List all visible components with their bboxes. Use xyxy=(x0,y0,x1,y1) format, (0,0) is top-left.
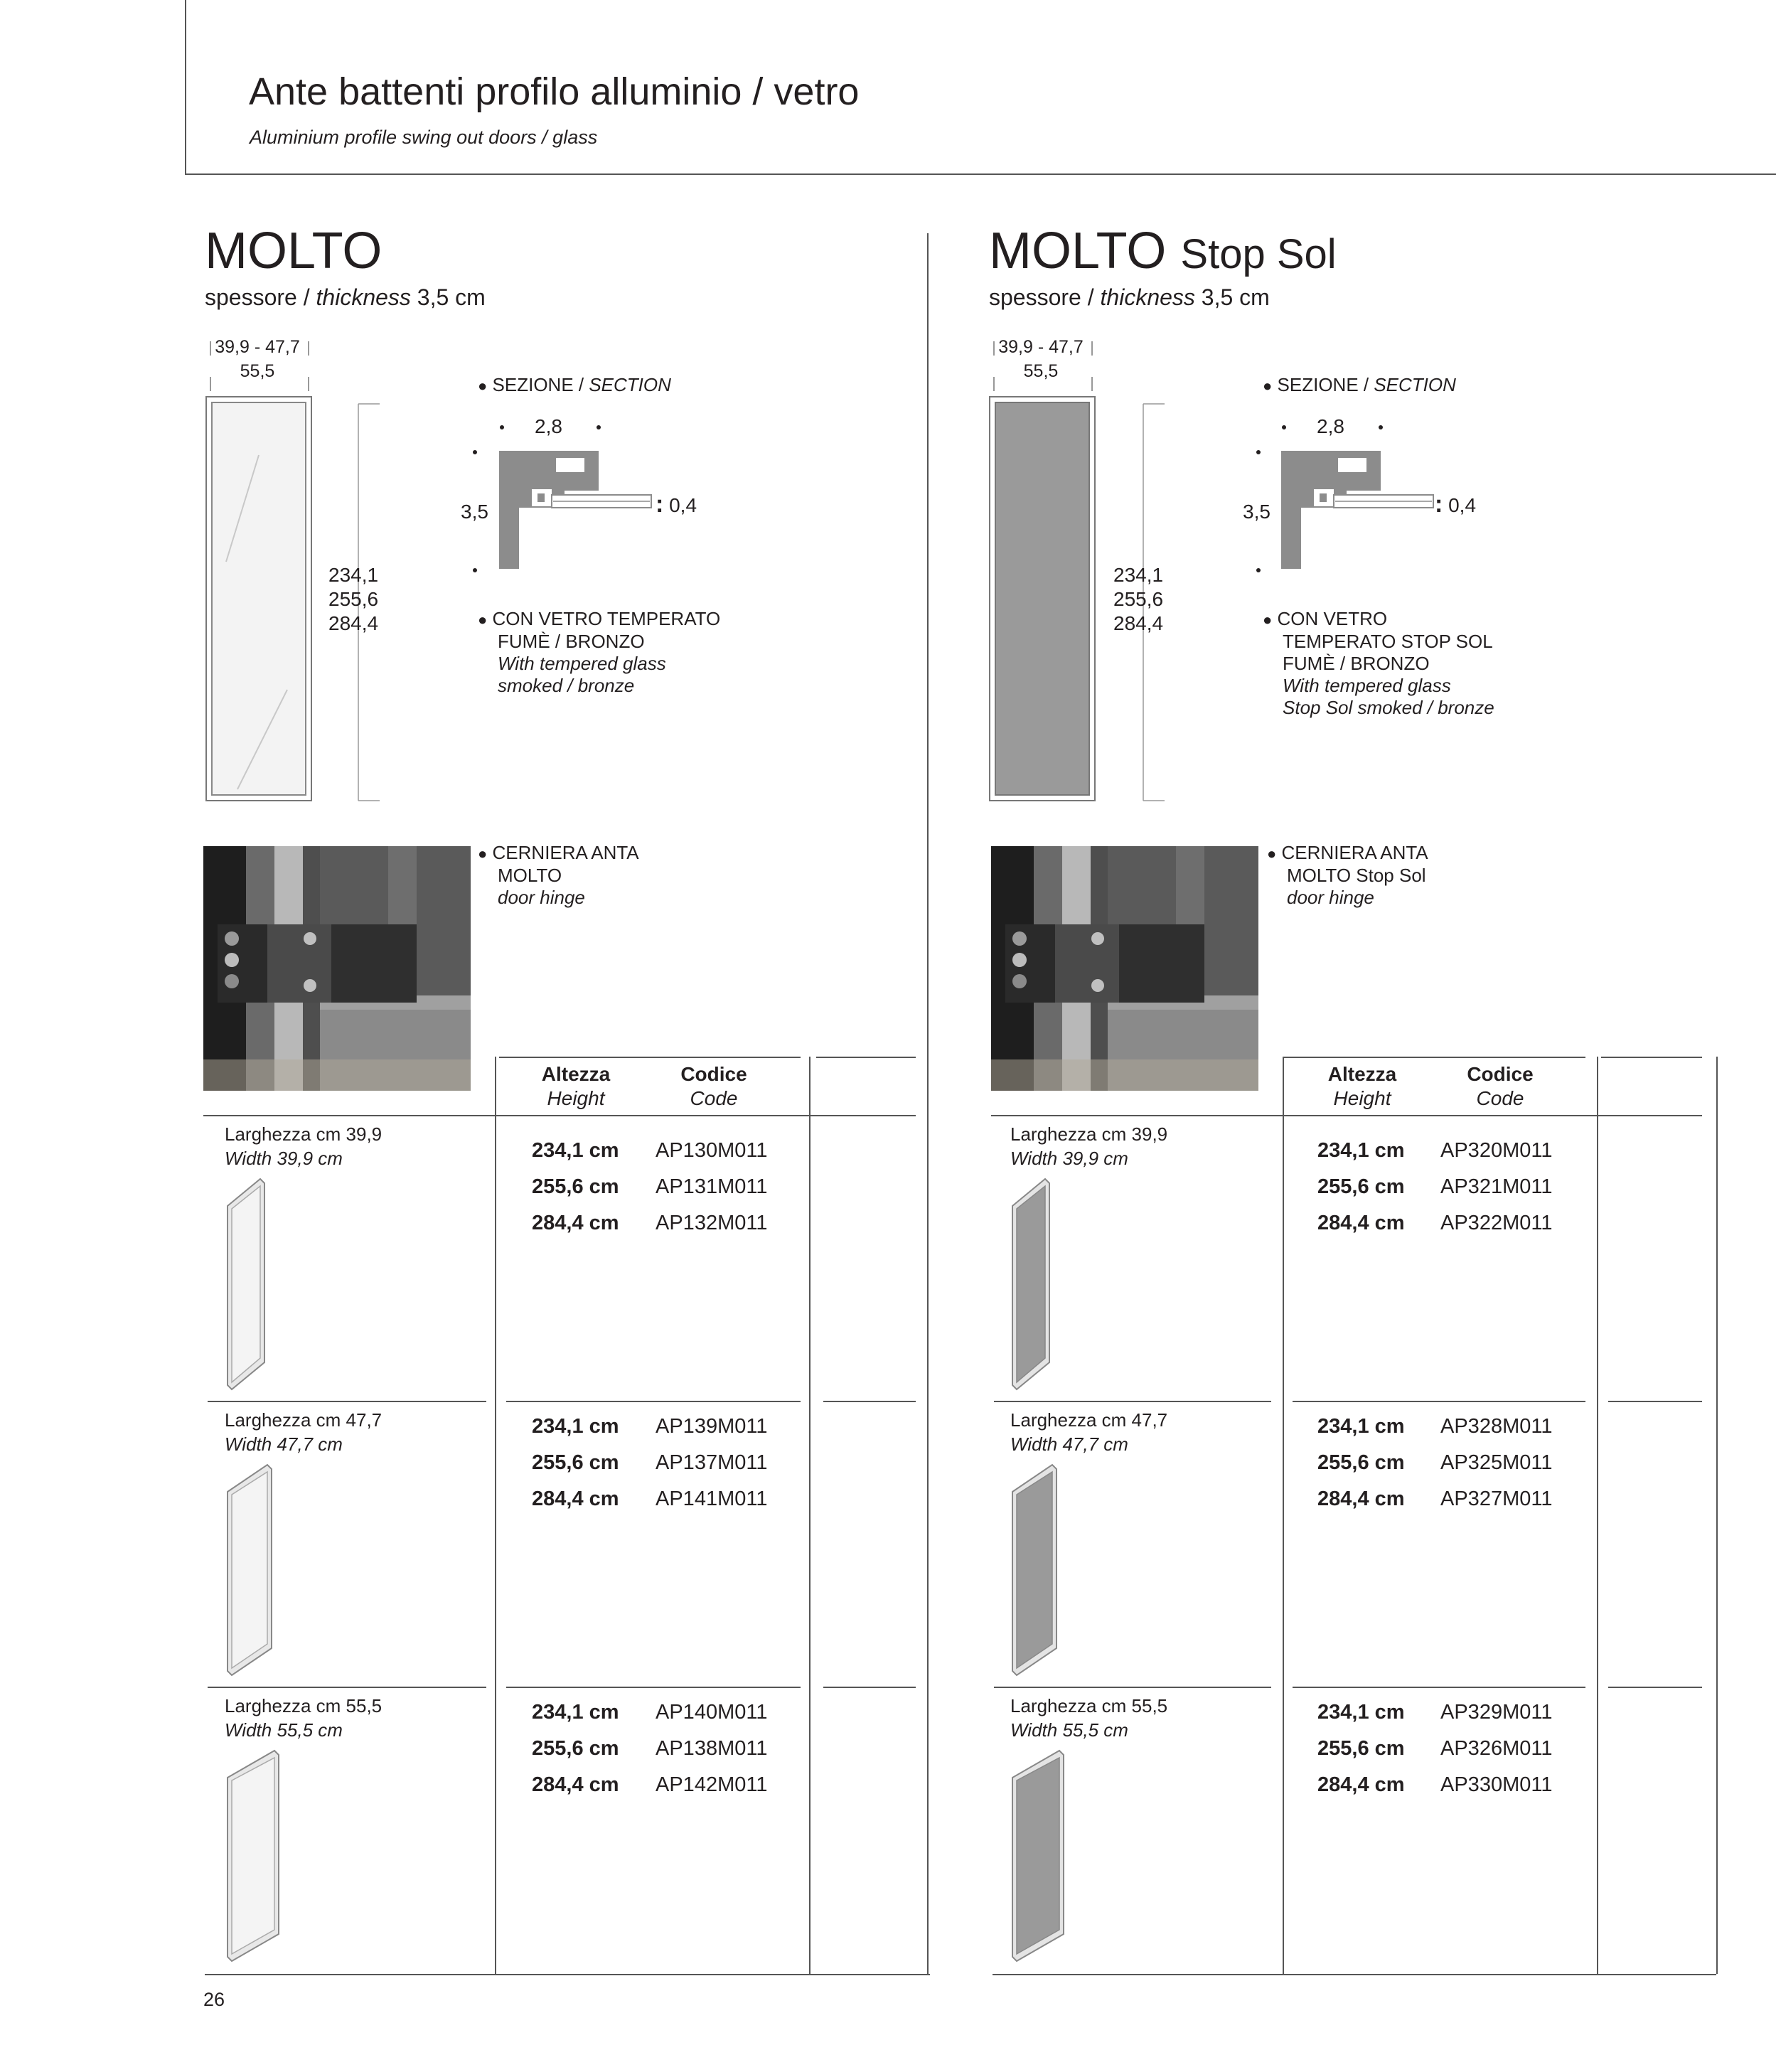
model-name xyxy=(989,222,1337,280)
product-code: AP130M011 xyxy=(656,1139,768,1162)
height-value: 234,1 cm xyxy=(532,1415,619,1438)
table-column-rule xyxy=(1597,1057,1598,1974)
height-value: 234,1 cm xyxy=(1317,1139,1405,1162)
section-label: SEZIONE / xyxy=(492,374,589,395)
glass-line: TEMPERATO STOP SOL xyxy=(1283,631,1493,652)
door-hinge-photo xyxy=(203,846,471,1091)
glass-line: FUMÈ / BRONZO xyxy=(498,631,645,652)
table-column-rule xyxy=(1283,1057,1284,1974)
group-label: Larghezza cm 55,5 xyxy=(1010,1695,1168,1716)
group-rule xyxy=(994,1687,1271,1688)
hinge-line: CERNIERA ANTA xyxy=(492,842,639,863)
hinge-caption xyxy=(478,842,639,909)
hinge-line-en: door hinge xyxy=(1287,887,1374,908)
table-top-rule xyxy=(1284,1057,1585,1058)
section-height-dim: 3,5 xyxy=(461,501,488,523)
section-glass-dim: : 0,4 xyxy=(656,491,697,518)
door-thumbnail xyxy=(225,1749,282,1962)
group-label-en: Width 39,9 cm xyxy=(1010,1148,1128,1169)
glass-line: CON VETRO TEMPERATO xyxy=(492,608,721,629)
group-label-en: Width 55,5 cm xyxy=(1010,1719,1128,1741)
door-thumbnail xyxy=(225,1177,267,1391)
thickness-label: spessore / xyxy=(205,284,316,310)
height-value: 255,6 cm xyxy=(532,1451,619,1474)
product-code: AP322M011 xyxy=(1440,1212,1553,1234)
height-value: 284,4 cm xyxy=(532,1212,619,1234)
thickness-value: 3,5 cm xyxy=(1194,284,1270,310)
header-frame-left-rule xyxy=(185,0,186,175)
group-rule xyxy=(506,1687,801,1688)
header-label-en: Height xyxy=(547,1087,605,1109)
height-value: 284,4 cm xyxy=(1317,1488,1405,1510)
product-code: AP139M011 xyxy=(656,1415,768,1438)
glass-line-en: smoked / bronze xyxy=(498,675,635,696)
group-rule xyxy=(994,1401,1271,1402)
bullet-icon: ● xyxy=(1263,377,1273,395)
table-top-rule xyxy=(816,1057,916,1058)
product-code: AP142M011 xyxy=(656,1773,768,1796)
height-value: 234,1 cm xyxy=(532,1701,619,1724)
height-value: 284,4 cm xyxy=(532,1488,619,1510)
glass-line-en: With tempered glass xyxy=(498,653,666,674)
product-code: AP132M011 xyxy=(656,1212,768,1234)
product-code: AP140M011 xyxy=(656,1701,768,1724)
height-value: 284,4 cm xyxy=(1317,1212,1405,1234)
height-option: 234,1 xyxy=(328,564,379,586)
thickness-value: 3,5 cm xyxy=(410,284,486,310)
model-name: MOLTO xyxy=(205,223,383,279)
thickness-spec xyxy=(205,284,486,311)
section-glass-value: 0,4 xyxy=(669,494,697,516)
product-code: AP131M011 xyxy=(656,1175,768,1198)
bullet-icon: ● xyxy=(478,845,488,863)
glass-caption xyxy=(1263,608,1494,719)
page-title: Ante battenti profilo alluminio / vetro xyxy=(249,70,860,113)
group-rule xyxy=(208,1401,486,1402)
product-code: AP138M011 xyxy=(656,1737,768,1760)
bullet-icon: ● xyxy=(478,377,488,395)
group-rule xyxy=(506,1401,801,1402)
section-caption xyxy=(478,374,671,397)
product-code: AP328M011 xyxy=(1440,1415,1553,1438)
group-rule xyxy=(1608,1687,1702,1688)
height-value: 234,1 cm xyxy=(532,1139,619,1162)
glass-line-en: With tempered glass xyxy=(1283,675,1451,696)
width-range-label: 39,9 - 47,7 xyxy=(215,337,300,357)
glass-line-en: Stop Sol smoked / bronze xyxy=(1283,697,1494,718)
section-glass-value: 0,4 xyxy=(1448,494,1477,516)
table-top-rule xyxy=(499,1057,801,1058)
column-header-height xyxy=(505,1062,647,1111)
height-option: 234,1 xyxy=(1113,564,1164,586)
bullet-icon: ● xyxy=(1267,845,1277,863)
height-option: 255,6 xyxy=(1113,588,1164,610)
section-label-en: SECTION xyxy=(1374,374,1456,395)
product-code: AP327M011 xyxy=(1440,1488,1553,1510)
section-height-dim: 3,5 xyxy=(1243,501,1271,523)
height-value: 255,6 cm xyxy=(1317,1451,1405,1474)
table-bottom-rule xyxy=(993,1974,1716,1975)
product-code: AP330M011 xyxy=(1440,1773,1553,1796)
width-range-label: 39,9 - 47,7 xyxy=(998,337,1084,357)
bullet-icon: ● xyxy=(1263,611,1273,629)
model-name-main: MOLTO xyxy=(989,223,1167,279)
product-code: AP320M011 xyxy=(1440,1139,1553,1162)
glass-line: FUMÈ / BRONZO xyxy=(1283,653,1430,674)
thickness-label: spessore / xyxy=(989,284,1101,310)
height-value: 284,4 cm xyxy=(532,1773,619,1796)
model-name-suffix: Stop Sol xyxy=(1180,231,1337,277)
width-group-label xyxy=(225,1122,382,1170)
height-options xyxy=(328,563,378,636)
height-option: 284,4 xyxy=(1113,612,1164,634)
group-rule xyxy=(1608,1401,1702,1402)
height-value: 255,6 cm xyxy=(1317,1175,1405,1198)
door-thumbnail xyxy=(1010,1463,1059,1677)
group-label: Larghezza cm 39,9 xyxy=(225,1123,383,1145)
door-hinge-photo xyxy=(991,846,1258,1091)
header-frame-bottom-rule xyxy=(185,173,1776,175)
width-group-label xyxy=(1010,1694,1167,1742)
section-label: SEZIONE / xyxy=(1277,374,1374,395)
table-column-rule xyxy=(809,1057,811,1974)
height-options xyxy=(1113,563,1163,636)
group-label-en: Width 47,7 cm xyxy=(1010,1433,1128,1455)
section-label-en: SECTION xyxy=(589,374,671,395)
page-number: 26 xyxy=(203,1989,225,2010)
group-label: Larghezza cm 47,7 xyxy=(225,1409,383,1431)
header-label: Codice xyxy=(1467,1063,1534,1085)
width-max-label: 55,5 xyxy=(1023,361,1059,381)
door-thumbnail xyxy=(1010,1177,1052,1391)
group-rule xyxy=(823,1401,916,1402)
section-width-dim: 2,8 xyxy=(535,415,562,437)
hinge-line: CERNIERA ANTA xyxy=(1281,842,1428,863)
height-option: 255,6 xyxy=(328,588,379,610)
thickness-label-en: thickness xyxy=(1100,284,1195,310)
header-label: Altezza xyxy=(541,1063,611,1085)
glass-caption xyxy=(478,608,720,697)
column-header-code xyxy=(643,1062,785,1111)
group-label-en: Width 47,7 cm xyxy=(225,1433,343,1455)
hinge-line: MOLTO xyxy=(498,865,562,886)
glass-line: CON VETRO xyxy=(1277,608,1388,629)
column-divider xyxy=(927,233,929,1974)
table-bottom-rule xyxy=(205,1974,930,1975)
width-group-label xyxy=(1010,1408,1167,1456)
hinge-line: MOLTO Stop Sol xyxy=(1287,865,1426,886)
group-label: Larghezza cm 47,7 xyxy=(1010,1409,1168,1431)
product-code: AP326M011 xyxy=(1440,1737,1553,1760)
hinge-caption xyxy=(1267,842,1428,909)
column-header-height xyxy=(1291,1062,1433,1111)
header-label: Codice xyxy=(680,1063,747,1085)
height-value: 255,6 cm xyxy=(1317,1737,1405,1760)
group-rule xyxy=(823,1687,916,1688)
door-thumbnail xyxy=(225,1463,274,1677)
product-code: AP329M011 xyxy=(1440,1701,1553,1724)
group-label: Larghezza cm 39,9 xyxy=(1010,1123,1168,1145)
width-group-label xyxy=(225,1694,382,1742)
section-width-dim: 2,8 xyxy=(1317,415,1344,437)
height-value: 234,1 cm xyxy=(1317,1701,1405,1724)
header-label-en: Height xyxy=(1333,1087,1391,1109)
group-label-en: Width 39,9 cm xyxy=(225,1148,343,1169)
header-label-en: Code xyxy=(690,1087,738,1109)
header-label-en: Code xyxy=(1476,1087,1524,1109)
hinge-line-en: door hinge xyxy=(498,887,585,908)
table-column-rule xyxy=(1716,1057,1718,1974)
group-rule xyxy=(1293,1687,1585,1688)
column-header-code xyxy=(1429,1062,1571,1111)
product-code: AP137M011 xyxy=(656,1451,768,1474)
door-thumbnail xyxy=(1010,1749,1066,1962)
table-top-rule xyxy=(1601,1057,1702,1058)
section-glass-dim: : 0,4 xyxy=(1435,491,1477,518)
height-option: 284,4 xyxy=(328,612,379,634)
thickness-label-en: thickness xyxy=(316,284,411,310)
group-rule xyxy=(1293,1401,1585,1402)
group-rule xyxy=(208,1687,486,1688)
height-value: 234,1 cm xyxy=(1317,1415,1405,1438)
table-column-rule xyxy=(495,1057,496,1974)
width-max-label: 55,5 xyxy=(240,361,275,381)
product-code: AP325M011 xyxy=(1440,1451,1553,1474)
width-group-label xyxy=(1010,1122,1167,1170)
group-label: Larghezza cm 55,5 xyxy=(225,1695,383,1716)
table-header-rule xyxy=(991,1115,1702,1116)
height-value: 284,4 cm xyxy=(1317,1773,1405,1796)
page-subtitle: Aluminium profile swing out doors / glass xyxy=(250,127,598,148)
thickness-spec xyxy=(989,284,1270,311)
header-label: Altezza xyxy=(1327,1063,1397,1085)
height-value: 255,6 cm xyxy=(532,1175,619,1198)
group-label-en: Width 55,5 cm xyxy=(225,1719,343,1741)
height-value: 255,6 cm xyxy=(532,1737,619,1760)
width-group-label xyxy=(225,1408,382,1456)
section-caption xyxy=(1263,374,1456,397)
bullet-icon: ● xyxy=(478,611,488,629)
product-code: AP321M011 xyxy=(1440,1175,1553,1198)
product-code: AP141M011 xyxy=(656,1488,768,1510)
